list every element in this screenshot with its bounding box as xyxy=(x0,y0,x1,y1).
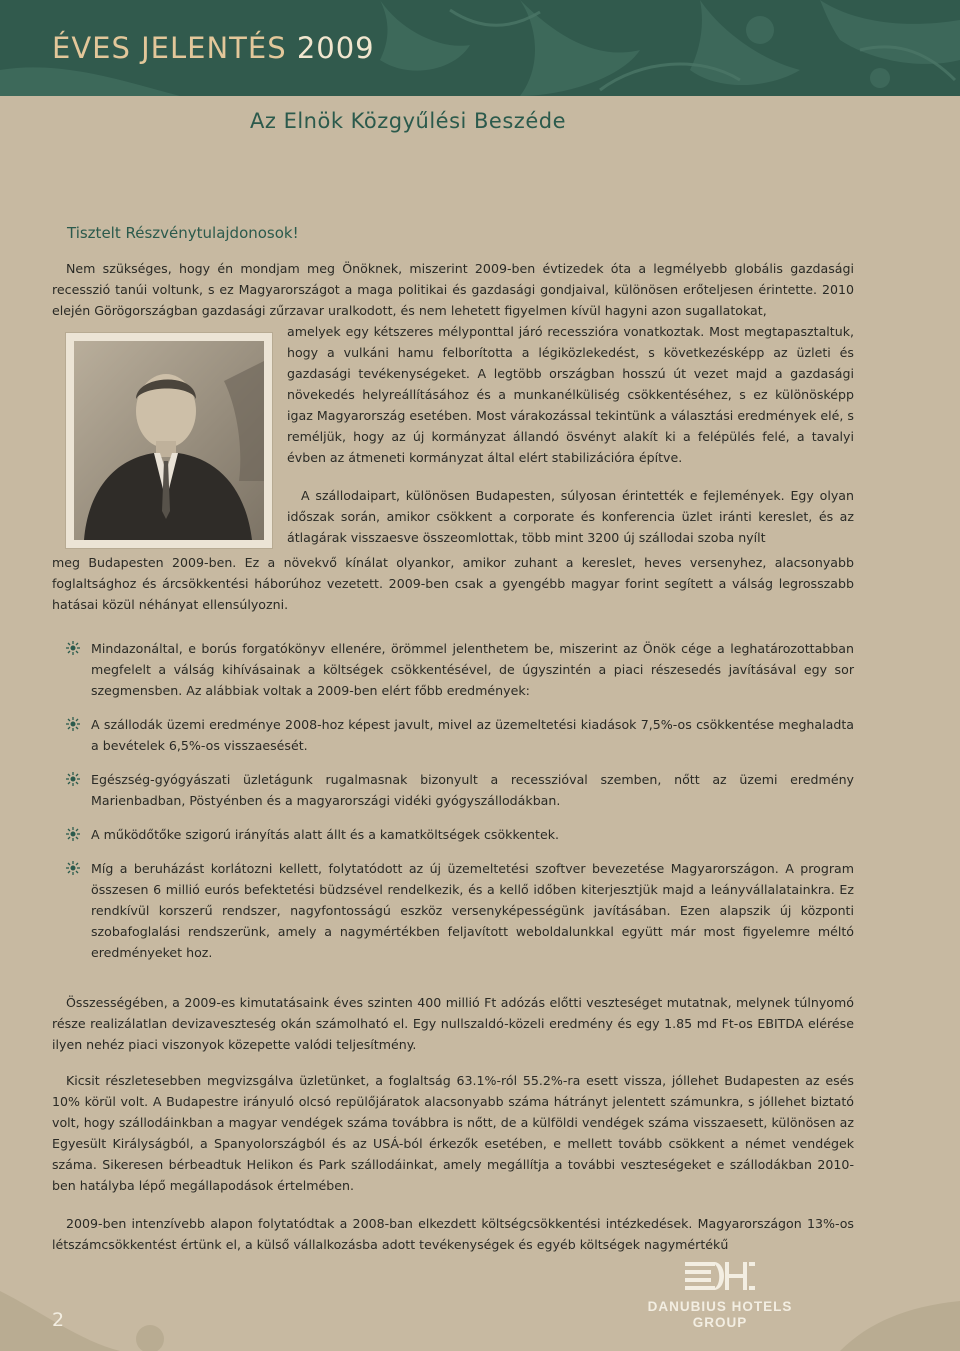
logo-text-line1: DANUBIUS HOTELS xyxy=(647,1299,793,1314)
sun-flower-bullet-icon xyxy=(66,717,80,731)
list-item-text: Míg a beruházást korlátozni kellett, folytatódott az új üzemeltetési szoftver bevezetése Magyarországon. A program összesen 6 millió eurós befektetési büdzsével rendelkezik, és a kellő időben kiterjesztjük majd a leányvállalatainkra. Ez rendkívül korszerű rendszer, nagyfontosságú eszköz versenyképességünk javításában. Ezen alapszik új központi szobafoglalási rendszerünk, amely a nagymértékben feljavított weboldalunkkal együtt már most figyelemre méltó eredményeket hoz. xyxy=(91,861,854,960)
paragraph-cost-reduction: 2009-ben intenzívebb alapon folytatódtak a 2008-ban elkezdett költségcsökkentési intézkedések. Magyarországon 13%-os létszámcsökkentést értünk el, a külső vállalkozásba adott tevékenységek és egyéb költségek nagymértékű xyxy=(52,1216,854,1252)
sun-flower-bullet-icon xyxy=(66,827,80,841)
list-item-text: A szállodák üzemi eredménye 2008-hoz képest javult, mivel az üzemeltetési kiadások 7,5%-os csökkentése meghaladta a bevételek 6,5%-os visszaesését. xyxy=(91,717,854,753)
list-item-text: Egészség-gyógyászati üzletágunk rugalmasnak bizonyult a recesszióval szemben, nőtt az üzemi eredmény Marienbadban, Pöstyénben és a magyarországi vidéki gyógyszállodákban. xyxy=(91,772,854,808)
list-item xyxy=(66,769,854,811)
logo-text-line2: GROUP xyxy=(692,1315,748,1330)
list-item xyxy=(66,638,854,701)
chairman-portrait-image xyxy=(74,341,264,540)
list-item xyxy=(66,858,854,963)
sun-flower-bullet-icon xyxy=(66,641,80,655)
chairman-portrait xyxy=(66,333,272,548)
results-list xyxy=(66,638,854,976)
page-subtitle: Az Elnök Közgyűlési Beszéde xyxy=(250,109,566,133)
list-item xyxy=(66,824,854,845)
list-item xyxy=(66,714,854,756)
report-title-year: 2009 xyxy=(296,31,375,65)
danubius-dh-logo xyxy=(685,1260,755,1294)
danubius-logo xyxy=(620,1260,820,1332)
report-title-main: ÉVES JELENTÉS xyxy=(52,31,287,65)
list-item-text: A működőtőke szigorú irányítás alatt állt és a kamatköltségek csökkentek. xyxy=(91,827,560,842)
report-title xyxy=(52,31,375,65)
sun-flower-bullet-icon xyxy=(66,861,80,875)
paragraph-hotel-industry: meg Budapesten 2009-ben. Ez a növekvő kínálat olyankor, amikor zuhant a kereslet, heves versenyhez, alacsonyabb foglaltsághoz és árcsökkentési háborúhoz vezetett. 2009-ben csak a gyengébb magyar forint segített a válság legrosszabb hatásai közül néhányat ellensúlyozni. xyxy=(52,555,854,612)
paragraph-business-detail: Kicsit részletesebben megvizsgálva üzletünket, a foglaltság 63.1%-ról 55.2%-ra esett vissza, jóllehet Budapesten az esés 10% körül volt. A Budapestre irányuló olcsó repülőjáratok alacsonyabb száma hátrányt jelentett számunkra, s jóllehet biztató volt, hogy szállodáinkban a magyar vendégek száma továbbra is nőtt, de a külföldi vendégek száma visszaesett, különösen az Egyesült Királyságból, a Spanyolországból és az USÁ-ból érkezők esetében, e mellett tovább csökkent a német vendégek száma. Sikeresen bérbeadtuk Helikon és Park szállodáinkat, amely megállítja a további veszteségeket e szállodákban 2010-ben hatályba lépő megállapodások értelmében. xyxy=(52,1073,854,1193)
header-band xyxy=(0,0,960,96)
paragraph-summary: Összességében, a 2009-es kimutatásaink éves szinten 400 millió Ft adózás előtti veszteséget mutatnak, melynek túlnyomó része realizálatlan devizaveszteség okán számolható el. Egy nullszaldó-közeli eredmény és egy 1.85 md Ft-os EBITDA elérése ilyen nehéz piaci viszonyok közepette valódi teljesítmény. xyxy=(52,995,854,1052)
paragraph-intro: Nem szükséges, hogy én mondjam meg Önöknek, miszerint 2009-ben évtizedek óta a legmélyebb globális gazdasági recesszió tanúi voltunk, s ez Magyarországot a maga politikai és gazdasági gondjaival, különösen erőteljesen érintette. 2010 elején Görögországban gazdasági zűrzavar uralkodott, és nem lehetett figyelmen kívül hagyni azon sugallatokat, xyxy=(52,261,854,318)
salutation: Tisztelt Részvénytulajdonosok! xyxy=(67,224,299,242)
paragraph-hotel-industry-side: A szállodaipart, különösen Budapesten, súlyosan érintették e fejlemények. Egy olyan időszak során, amikor csökkent a corporate és konferencia üzlet iránti kereslet, és az átlagárak visszaesve összeomlottak, több mint 3200 új szállodai szoba nyílt xyxy=(287,488,854,545)
list-item-text: Mindazonáltal, e borús forgatókönyv ellenére, örömmel jelenthetem be, miszerint az Önök cége a leghatározottabban megfelelt a válság kihívásainak a költségek csökkentésével, de úgyszintén a piaci részesedés javításával egy sor szegmensben. Az alábbiak voltak a 2009-ben elért főbb eredmények: xyxy=(91,641,854,698)
paragraph-recession: amelyek egy kétszeres mélyponttal járó recesszióra vonatkoztak. Most megtapasztaltuk, hogy a vulkáni hamu felborította a légiközlekedést, s következésképp az üzleti és gazdasági tevékenységeket. A legtöbb országban hosszú út vezet majd a gazdasági növekedés helyreállításához és a munkanélküliség csökkentéséhez, s ez különösképp igaz Magyarország esetében. Most várakozással tekintünk a választási eredmények elé, s reméljük, hogy az új kormányzat állandó ösvényt alakít ki a felépülés felé, a tavalyi évben az átmeneti kormányzat által elért stabilizációra építve. xyxy=(287,324,854,465)
page-number: 2 xyxy=(52,1309,65,1331)
sun-flower-bullet-icon xyxy=(66,772,80,786)
